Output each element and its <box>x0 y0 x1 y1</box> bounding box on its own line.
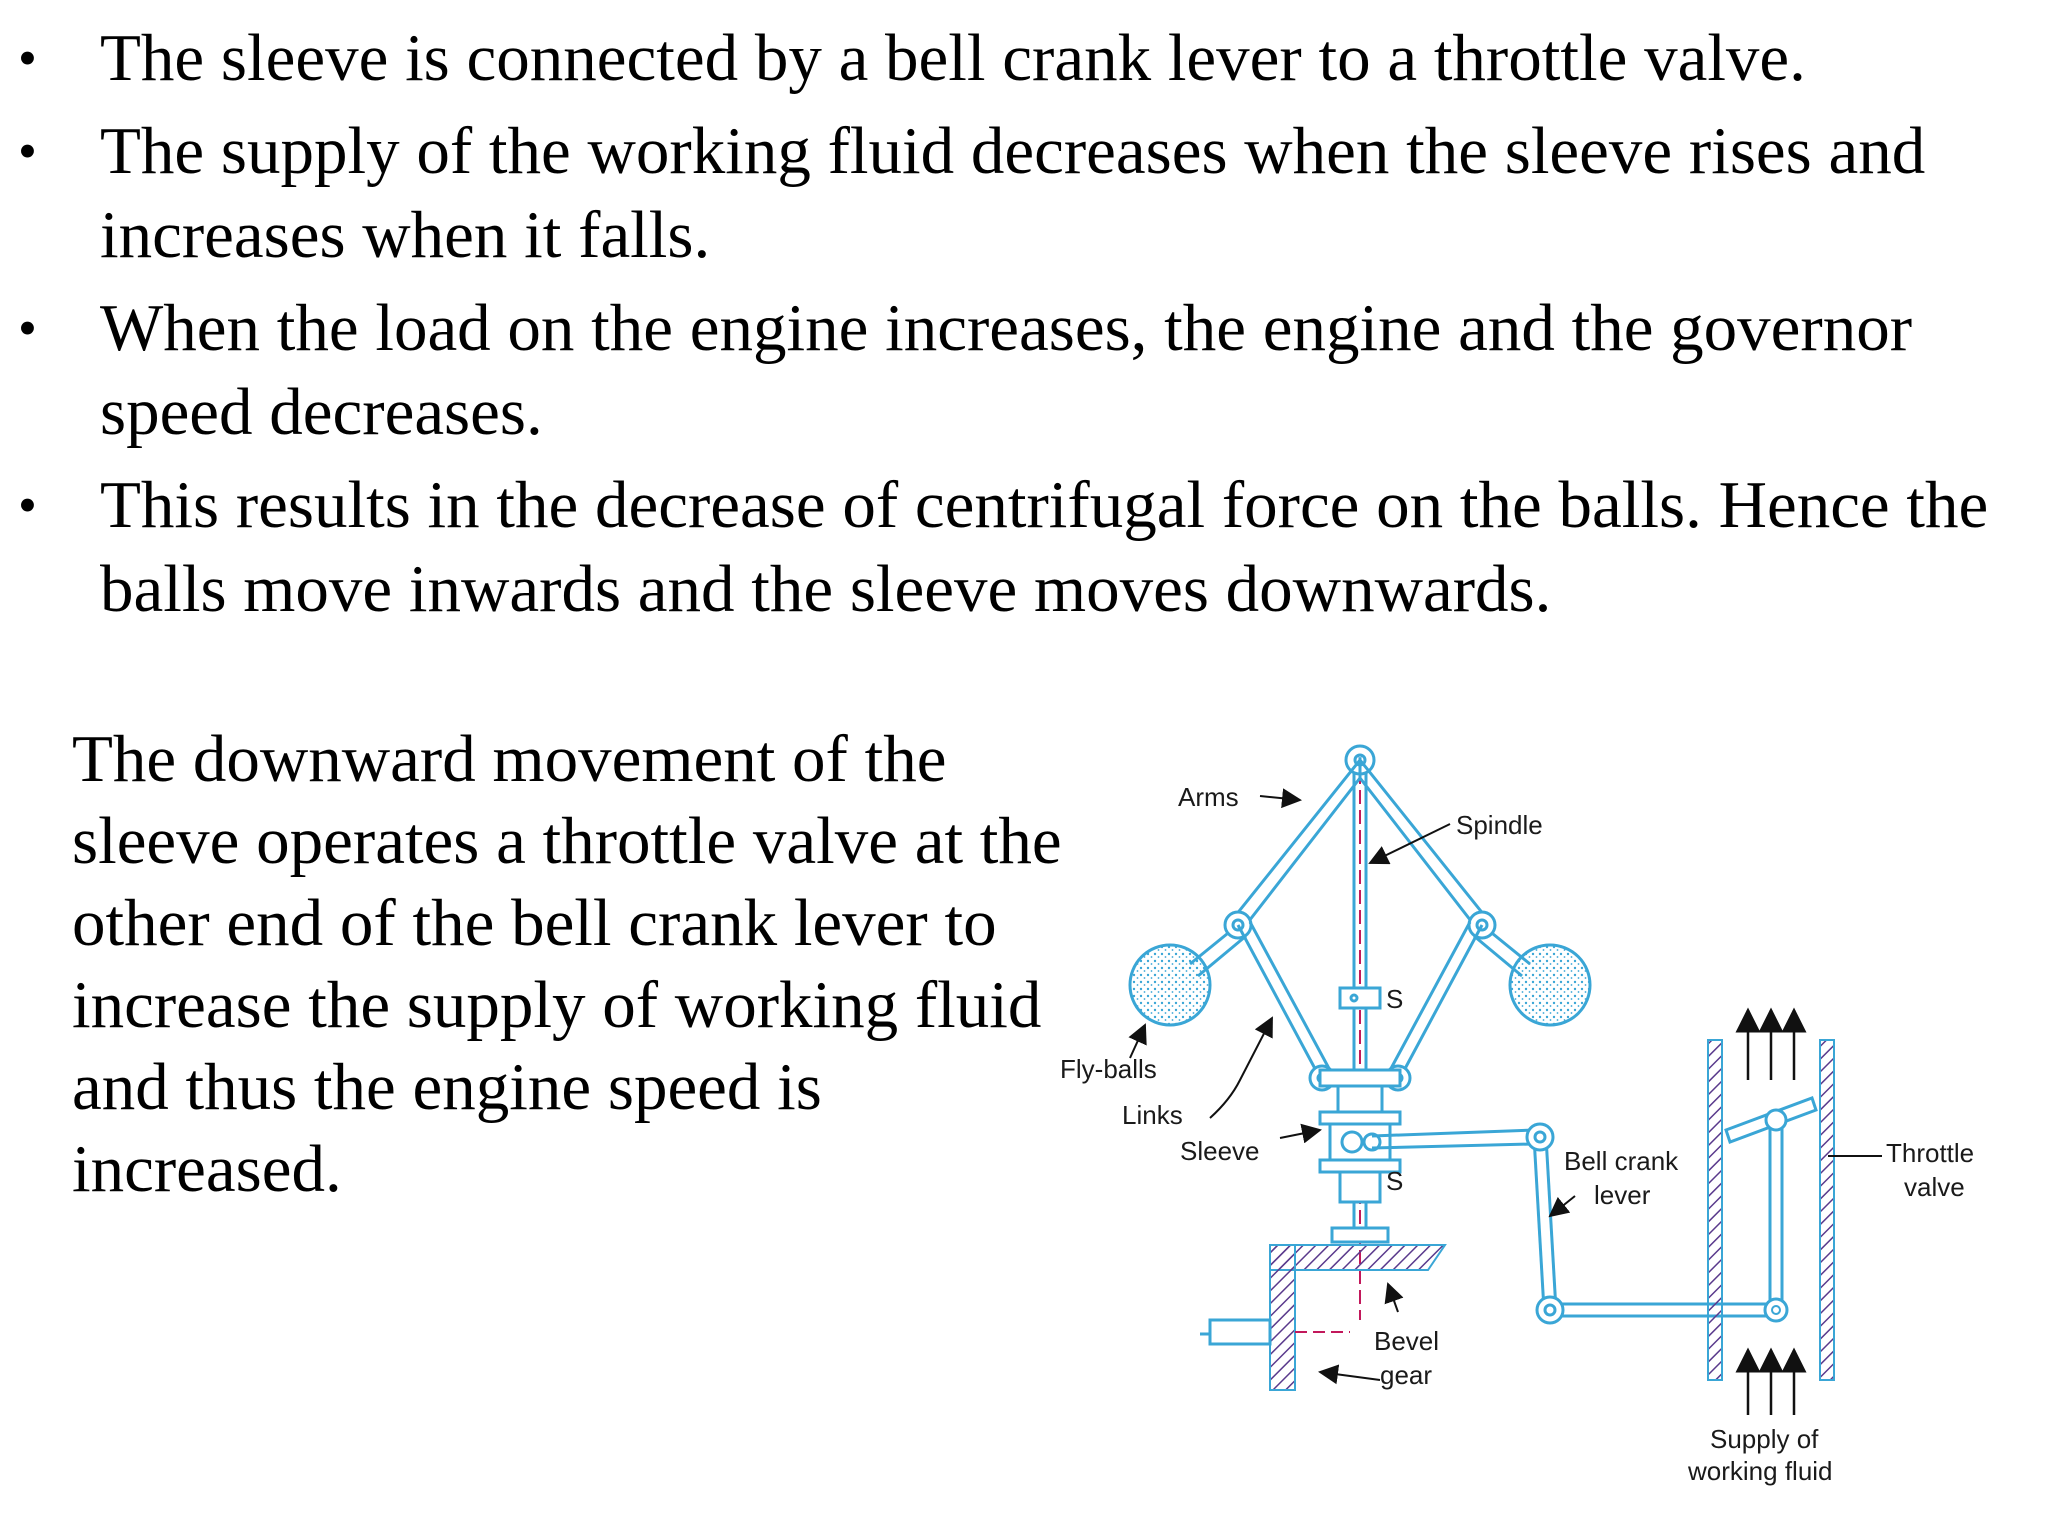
bullet-text: The supply of the working fluid decreases when the sleeve rises and increases when it falls. <box>100 114 1926 272</box>
label-bevel-gear: gear <box>1380 1360 1433 1390</box>
bullet-list <box>18 16 2028 640</box>
label-bevel: Bevel <box>1374 1326 1440 1356</box>
bullet-item <box>18 463 2028 631</box>
label-throttle: Throttle <box>1886 1138 1975 1168</box>
bullet-text: When the load on the engine increases, the engine and the governor speed decreases. <box>100 291 1913 449</box>
label-bell-crank: Bell crank <box>1564 1146 1679 1176</box>
bullet-dot-icon: • <box>18 298 37 358</box>
fly-ball-right <box>1510 945 1590 1025</box>
governor-diagram <box>1020 700 2048 1536</box>
label-fly-balls: Fly-balls <box>1060 1054 1157 1084</box>
diagram-labels <box>1060 782 1974 1486</box>
bullet-text: The sleeve is connected by a bell crank lever to a throttle valve. <box>100 21 1806 95</box>
label-throttle-valve: valve <box>1904 1172 1965 1202</box>
label-spindle: Spindle <box>1456 810 1543 840</box>
label-stop-upper: S <box>1386 984 1404 1014</box>
bullet-dot-icon: • <box>18 121 37 181</box>
bullet-dot-icon: • <box>18 28 37 88</box>
throttle-valve <box>1708 1040 1834 1380</box>
label-sleeve: Sleeve <box>1180 1136 1260 1166</box>
label-stop-lower: S <box>1386 1166 1404 1196</box>
label-arms: Arms <box>1178 782 1239 812</box>
label-bell-crank-lever: lever <box>1594 1180 1651 1210</box>
fly-ball-left <box>1130 945 1210 1025</box>
label-working-fluid: working fluid <box>1688 1456 1833 1486</box>
label-links: Links <box>1122 1100 1183 1130</box>
bullet-item <box>18 109 2028 277</box>
label-supply: Supply of <box>1710 1424 1819 1454</box>
explanation-paragraph: The downward movement of the sleeve operates a throttle valve at the other end of the bell crank lever to increase the supply of working fluid and thus the engine speed is increased. <box>72 722 1062 1206</box>
bullet-item <box>18 16 2028 100</box>
bullet-dot-icon: • <box>18 475 37 535</box>
bullet-text: This results in the decrease of centrifugal force on the balls. Hence the balls move inwards and the sleeve moves downwards. <box>100 468 1989 626</box>
bullet-item <box>18 286 2028 454</box>
